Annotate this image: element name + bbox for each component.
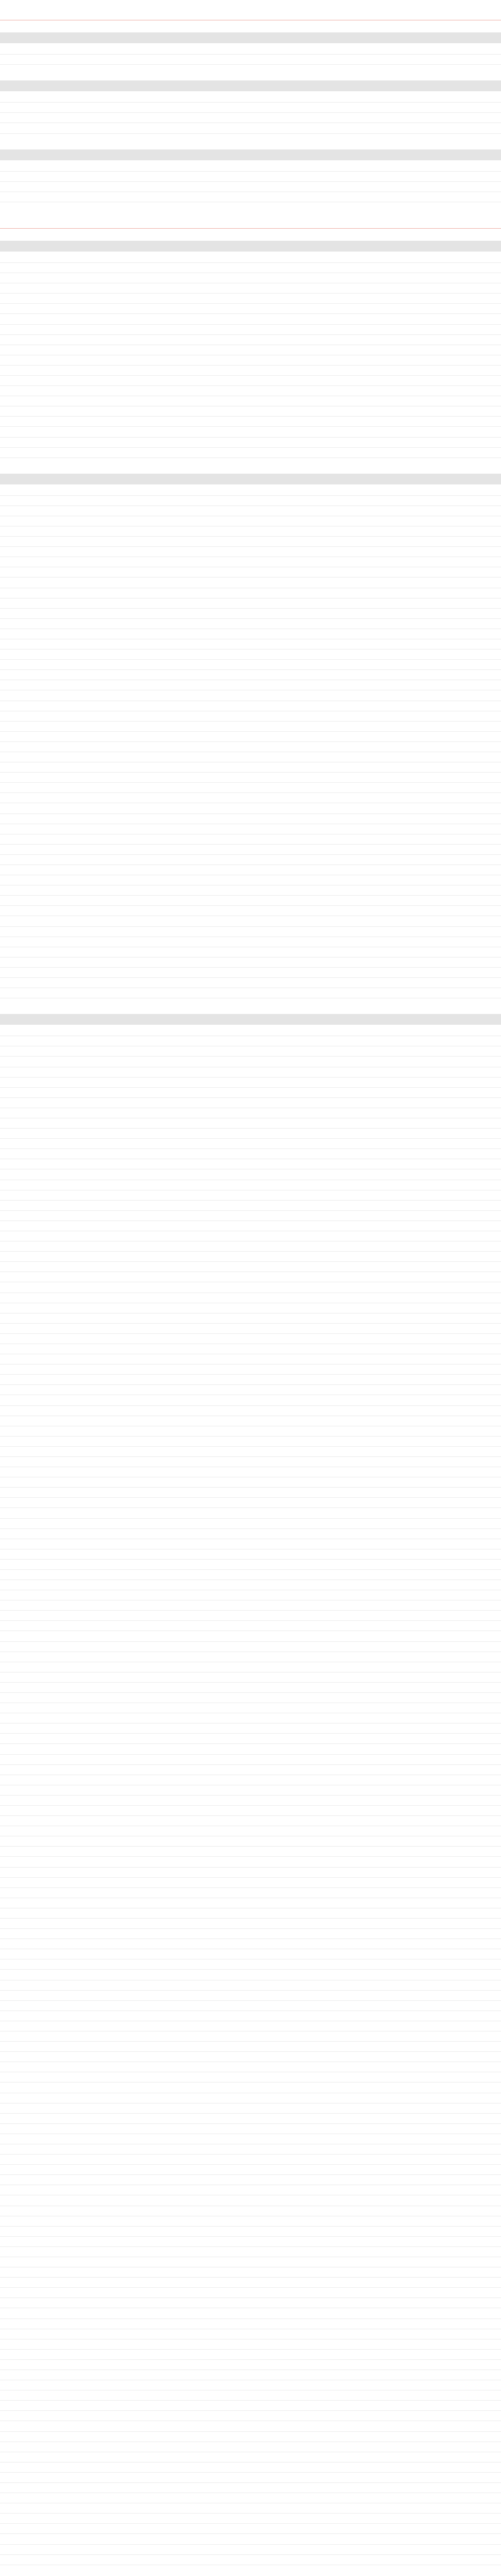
table-row bbox=[0, 1385, 501, 1395]
table-row bbox=[0, 263, 501, 273]
table-row bbox=[0, 2124, 501, 2134]
table-row bbox=[0, 732, 501, 742]
table-row bbox=[0, 1590, 501, 1600]
table-row bbox=[0, 2021, 501, 2032]
section-divider bbox=[0, 228, 501, 229]
table-row bbox=[0, 2350, 501, 2360]
table-row bbox=[0, 1078, 501, 1088]
table-row bbox=[0, 2237, 501, 2247]
table-row bbox=[0, 2380, 501, 2390]
table-row bbox=[0, 526, 501, 537]
table-row bbox=[0, 1231, 501, 1241]
table-row bbox=[0, 1939, 501, 1949]
table-row bbox=[0, 1272, 501, 1282]
table-row bbox=[0, 1282, 501, 1293]
table-row bbox=[0, 1642, 501, 1652]
table-row bbox=[0, 1457, 501, 1467]
table-row bbox=[0, 2370, 501, 2380]
table-row bbox=[0, 1888, 501, 1898]
table-row bbox=[0, 1169, 501, 1180]
table-row bbox=[0, 2134, 501, 2144]
table-row bbox=[0, 2308, 501, 2318]
table-row bbox=[0, 1190, 501, 1201]
table-row bbox=[0, 588, 501, 599]
table-row bbox=[0, 2155, 501, 2165]
table-row bbox=[0, 2175, 501, 2185]
table-row bbox=[0, 2278, 501, 2288]
table-row bbox=[0, 1816, 501, 1826]
table-row bbox=[0, 55, 501, 65]
table-row bbox=[0, 376, 501, 386]
table-row bbox=[0, 1477, 501, 1488]
table-row bbox=[0, 2432, 501, 2442]
table-row bbox=[0, 927, 501, 937]
table-row bbox=[0, 968, 501, 978]
table-row bbox=[0, 1600, 501, 1611]
table-row bbox=[0, 1549, 501, 1560]
table-row bbox=[0, 722, 501, 732]
table-row bbox=[0, 1508, 501, 1518]
table-row bbox=[0, 1519, 501, 1529]
table-row bbox=[0, 2555, 501, 2565]
table-row bbox=[0, 2195, 501, 2206]
table-row bbox=[0, 742, 501, 752]
table-row bbox=[0, 947, 501, 958]
table-row bbox=[0, 438, 501, 448]
table-row bbox=[0, 2288, 501, 2298]
table-row bbox=[0, 599, 501, 609]
table-row bbox=[0, 2421, 501, 2431]
table-row bbox=[0, 1570, 501, 1580]
table-row bbox=[0, 1970, 501, 1980]
table-row bbox=[0, 557, 501, 567]
table-row bbox=[0, 273, 501, 283]
table-row bbox=[0, 92, 501, 103]
table-row bbox=[0, 1785, 501, 1796]
table-row bbox=[0, 2114, 501, 2124]
table-header bbox=[0, 474, 501, 484]
table-row bbox=[0, 2298, 501, 2308]
table-row bbox=[0, 1498, 501, 1508]
table-row bbox=[0, 2083, 501, 2093]
table-row bbox=[0, 2144, 501, 2155]
table-row bbox=[0, 1959, 501, 1970]
table-row bbox=[0, 253, 501, 263]
table-row bbox=[0, 1539, 501, 1549]
table-row bbox=[0, 1980, 501, 1991]
table-row bbox=[0, 1611, 501, 1621]
table-row bbox=[0, 1416, 501, 1426]
table-row bbox=[0, 855, 501, 865]
table-row bbox=[0, 2503, 501, 2514]
table-row bbox=[0, 773, 501, 783]
table-row bbox=[0, 1129, 501, 1139]
table-row bbox=[0, 2227, 501, 2237]
table-row bbox=[0, 506, 501, 516]
table-row bbox=[0, 1467, 501, 1477]
table-row bbox=[0, 2093, 501, 2104]
table-row bbox=[0, 578, 501, 588]
table-row bbox=[0, 2267, 501, 2278]
table-row bbox=[0, 1118, 501, 1129]
table-row bbox=[0, 2001, 501, 2011]
table-row bbox=[0, 2473, 501, 2483]
table-row bbox=[0, 2463, 501, 2473]
table-row bbox=[0, 161, 501, 172]
table-row bbox=[0, 486, 501, 496]
table-row bbox=[0, 1836, 501, 1847]
table-row bbox=[0, 824, 501, 834]
table-row bbox=[0, 2401, 501, 2411]
table-row bbox=[0, 537, 501, 547]
table-row bbox=[0, 1580, 501, 1590]
table-row bbox=[0, 1806, 501, 1816]
table-row bbox=[0, 1857, 501, 1867]
table-row bbox=[0, 1334, 501, 1344]
table-row bbox=[0, 1201, 501, 1211]
table-row bbox=[0, 762, 501, 773]
table-row bbox=[0, 958, 501, 968]
table-row bbox=[0, 834, 501, 845]
table-row bbox=[0, 1868, 501, 1878]
table-row bbox=[0, 660, 501, 670]
table-row bbox=[0, 1159, 501, 1169]
table-row bbox=[0, 345, 501, 355]
table-row bbox=[0, 1211, 501, 1221]
table-row bbox=[0, 978, 501, 988]
table-row bbox=[0, 396, 501, 406]
table-row bbox=[0, 1426, 501, 1437]
table-row bbox=[0, 172, 501, 182]
table-row bbox=[0, 314, 501, 324]
table-row bbox=[0, 650, 501, 660]
table-row bbox=[0, 2534, 501, 2544]
table-row bbox=[0, 325, 501, 335]
table-row bbox=[0, 1067, 501, 1078]
table-row bbox=[0, 103, 501, 113]
table-row bbox=[0, 1919, 501, 1929]
table-row bbox=[0, 2247, 501, 2257]
table-row bbox=[0, 1898, 501, 1908]
table-header bbox=[0, 241, 501, 252]
table-row bbox=[0, 2545, 501, 2555]
table-row bbox=[0, 1437, 501, 1447]
table-row bbox=[0, 1632, 501, 1642]
table-row bbox=[0, 1221, 501, 1231]
table-row bbox=[0, 1826, 501, 1836]
table-row bbox=[0, 875, 501, 885]
table-row bbox=[0, 865, 501, 875]
table-row bbox=[0, 988, 501, 998]
table-row bbox=[0, 1724, 501, 1734]
table-row bbox=[0, 1621, 501, 1631]
table-row bbox=[0, 2216, 501, 2227]
table-row bbox=[0, 1847, 501, 1857]
table-header bbox=[0, 80, 501, 91]
table-row bbox=[0, 1529, 501, 1539]
table-row bbox=[0, 1796, 501, 1806]
table-row bbox=[0, 1765, 501, 1775]
table-row bbox=[0, 448, 501, 458]
table-row bbox=[0, 2072, 501, 2083]
table-row bbox=[0, 2319, 501, 2329]
table-row bbox=[0, 1395, 501, 1405]
table-row bbox=[0, 516, 501, 526]
table-row bbox=[0, 1673, 501, 1683]
table-row bbox=[0, 1406, 501, 1416]
table-row bbox=[0, 1652, 501, 1662]
table-row bbox=[0, 1252, 501, 1262]
table-row bbox=[0, 366, 501, 376]
table-row bbox=[0, 335, 501, 345]
table-row bbox=[0, 2185, 501, 2195]
table-row bbox=[0, 1149, 501, 1159]
table-row bbox=[0, 113, 501, 123]
table-row bbox=[0, 1139, 501, 1149]
table-row bbox=[0, 2493, 501, 2503]
table-row bbox=[0, 1949, 501, 1959]
table-row bbox=[0, 1314, 501, 1324]
table-row bbox=[0, 123, 501, 133]
table-row bbox=[0, 1088, 501, 1098]
table-row bbox=[0, 2524, 501, 2534]
table-row bbox=[0, 639, 501, 650]
table-row bbox=[0, 1713, 501, 1724]
table-row bbox=[0, 2514, 501, 2524]
table-row bbox=[0, 1929, 501, 1939]
table-row bbox=[0, 1375, 501, 1385]
table-row bbox=[0, 1693, 501, 1703]
table-row bbox=[0, 1703, 501, 1713]
table-row bbox=[0, 496, 501, 506]
table-row bbox=[0, 896, 501, 906]
table-row bbox=[0, 885, 501, 896]
table-row bbox=[0, 2329, 501, 2339]
table-row bbox=[0, 1098, 501, 1108]
table-row bbox=[0, 1908, 501, 1919]
table-row bbox=[0, 814, 501, 824]
table-row bbox=[0, 1354, 501, 1365]
table-row bbox=[0, 793, 501, 803]
table-row bbox=[0, 1241, 501, 1252]
table-row bbox=[0, 1447, 501, 1457]
table-row bbox=[0, 1488, 501, 1498]
table-row bbox=[0, 1046, 501, 1057]
table-row bbox=[0, 1324, 501, 1334]
table-row bbox=[0, 2390, 501, 2401]
table-header bbox=[0, 32, 501, 43]
table-row bbox=[0, 680, 501, 690]
table-row bbox=[0, 1775, 501, 1785]
table-row bbox=[0, 1057, 501, 1067]
table-row bbox=[0, 783, 501, 793]
table-row bbox=[0, 619, 501, 629]
table-row bbox=[0, 845, 501, 855]
table-row bbox=[0, 2165, 501, 2175]
table-row bbox=[0, 2011, 501, 2021]
table-row bbox=[0, 701, 501, 711]
table-row bbox=[0, 417, 501, 427]
table-row bbox=[0, 2052, 501, 2062]
table-row bbox=[0, 2411, 501, 2421]
table-row bbox=[0, 2257, 501, 2267]
table-row bbox=[0, 1878, 501, 1888]
table-row bbox=[0, 304, 501, 314]
table-row bbox=[0, 752, 501, 762]
table-row bbox=[0, 283, 501, 294]
table-row bbox=[0, 670, 501, 680]
table-row bbox=[0, 1755, 501, 1765]
table-row bbox=[0, 1560, 501, 1570]
table-row bbox=[0, 1734, 501, 1744]
table-row bbox=[0, 2452, 501, 2463]
table-row bbox=[0, 906, 501, 916]
table-row bbox=[0, 2339, 501, 2350]
table-row bbox=[0, 355, 501, 366]
table-row bbox=[0, 2062, 501, 2072]
table-row bbox=[0, 1662, 501, 1673]
table-row bbox=[0, 803, 501, 813]
table-row bbox=[0, 609, 501, 619]
table-row bbox=[0, 629, 501, 639]
table-row bbox=[0, 1293, 501, 1303]
table-row bbox=[0, 2442, 501, 2452]
table-row bbox=[0, 192, 501, 202]
table-row bbox=[0, 1745, 501, 1755]
table-row bbox=[0, 2360, 501, 2370]
table-row bbox=[0, 1683, 501, 1693]
table-row bbox=[0, 567, 501, 578]
table-row bbox=[0, 1365, 501, 1375]
table-row bbox=[0, 1991, 501, 2001]
table-row bbox=[0, 1303, 501, 1314]
table-row bbox=[0, 406, 501, 417]
table-row bbox=[0, 1026, 501, 1036]
table-row bbox=[0, 427, 501, 437]
table-header bbox=[0, 1014, 501, 1025]
table-row bbox=[0, 2483, 501, 2493]
table-header bbox=[0, 149, 501, 160]
table-row bbox=[0, 916, 501, 926]
table-row bbox=[0, 44, 501, 55]
table-row bbox=[0, 1108, 501, 1118]
table-row bbox=[0, 1036, 501, 1046]
table-row bbox=[0, 2104, 501, 2114]
table-row bbox=[0, 691, 501, 701]
table-row bbox=[0, 1344, 501, 1354]
table-row bbox=[0, 182, 501, 192]
table-row bbox=[0, 294, 501, 304]
table-row bbox=[0, 2042, 501, 2052]
table-row bbox=[0, 386, 501, 396]
table-row bbox=[0, 2206, 501, 2216]
table-row bbox=[0, 2032, 501, 2042]
table-row bbox=[0, 1180, 501, 1190]
table-row bbox=[0, 711, 501, 722]
table-row bbox=[0, 1262, 501, 1272]
table-row bbox=[0, 937, 501, 947]
table-row bbox=[0, 547, 501, 557]
